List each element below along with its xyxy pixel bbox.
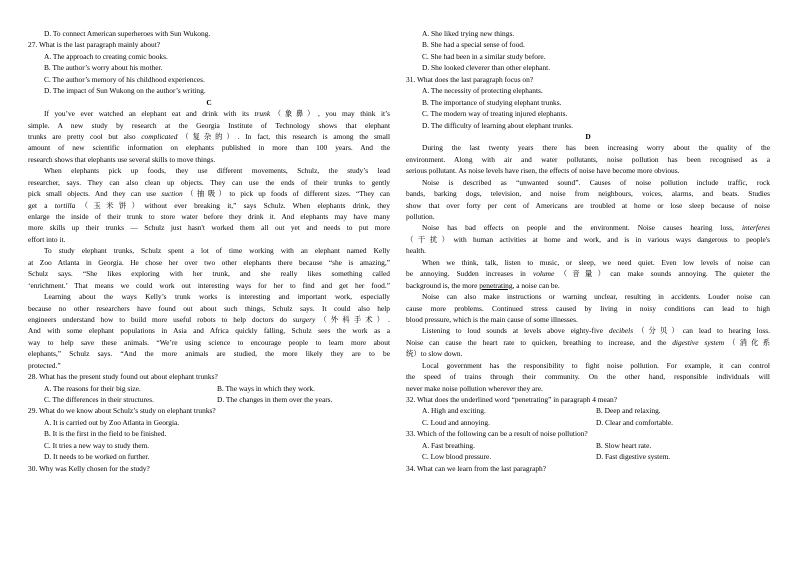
passage-c-line: If you’ve ever watched an elephant eat and drink with its trunk（象鼻）, you may think it’s bbox=[44, 109, 390, 119]
passage-c-line: amount of new scientific information on elephants published in more than 100 years. And the bbox=[28, 143, 390, 153]
q31-option-a: A. The necessity of protecting elephants. bbox=[422, 86, 543, 96]
q29-stem: 29. What do we know about Schulz’s study on elephant trunks? bbox=[28, 406, 216, 416]
passage-c-line: at Zoo Atlanta in Georgia. He chose her over two other elephants there because “she is amazing,” bbox=[28, 257, 390, 267]
passage-d-line: background is, the more penetrating, a noise can be. bbox=[406, 280, 560, 290]
passage-d-line: serious pollutant. As noise levels have risen, the effects of noise have become more obvious. bbox=[406, 166, 680, 176]
q32-option-a: A. High and exciting. bbox=[422, 406, 486, 416]
passage-d-line: Listening to loud sounds at levels above eighty-five decibels（分贝）can lead to hearing loss. bbox=[422, 326, 770, 336]
q31-stem: 31. What does the last paragraph focus on? bbox=[406, 74, 534, 84]
passage-c-line: Schulz says. “She likes exploring with her trunk, and she really likes something called bbox=[28, 269, 390, 279]
q32-stem: 32. What does the underlined word “penetrating” in paragraph 4 mean? bbox=[406, 395, 618, 404]
q30-stem: 30. Why was Kelly chosen for the study? bbox=[28, 463, 150, 473]
q28-options-row bbox=[28, 383, 390, 394]
passage-c-line: When elephants pick up foods, they use different movements, Schulz, the study’s lead bbox=[44, 166, 390, 176]
passage-d-line: Noise is described as “unwanted sound”. Causes of noise pollution include traffic, rock bbox=[422, 177, 770, 187]
q29-option-d: D. It needs to be worked on further. bbox=[44, 452, 150, 462]
passage-d-line: the speed of trains through their community. On the other hand, responsible individuals will bbox=[406, 372, 770, 382]
q28-options-row bbox=[28, 394, 390, 405]
passage-c-line: enlarge the inside of their trunk to store water before they drink it. And elephants may have many bbox=[28, 212, 390, 221]
q27-option-b: B. The author’s worry about his mother. bbox=[44, 63, 163, 73]
passage-d-line: blood pressure, which is the main cause of some illnesses. bbox=[406, 314, 578, 324]
passage-c-line: To study elephant trunks, Schulz spent a lot of time working with an elephant named Kelly bbox=[44, 246, 390, 256]
section-d-heading: D bbox=[585, 131, 591, 141]
q32-options-row bbox=[406, 417, 770, 428]
section-c-heading: C bbox=[206, 97, 212, 107]
q33-options-row bbox=[406, 451, 770, 462]
passage-c-line: pick small objects. And they can use suction（抽吸）to pick up foods of different sizes. “They can bbox=[28, 189, 390, 199]
q28-option-a: A. The reasons for their big size. bbox=[44, 383, 141, 393]
q27-option-d: D. The impact of Sun Wukong on the author’s writing. bbox=[44, 86, 206, 96]
passage-d-line: （干扰）with human activities at home and work, and is in various ways dangerous to people's bbox=[406, 234, 770, 244]
q29-option-a: A. It is carried out by Zoo Atlanta in Georgia. bbox=[44, 417, 180, 427]
passage-c-line: ‘enrichment.’ That means we could work out interesting ways for her to find and get her food.” bbox=[28, 280, 390, 290]
passage-c-line: more skills up their trunks — Schulz just hasn't worked them all out yet and needs to put more bbox=[28, 223, 390, 233]
passage-c-line: researcher, says. They can also clean up objects. They can use the ends of their trunks to gently bbox=[28, 177, 390, 187]
q32-options-row bbox=[406, 405, 770, 416]
passage-d-line: When we think, talk, listen to music, or sleep, we need quiet. Even low levels of noise can bbox=[422, 257, 770, 267]
passage-c-line: because no other researchers have found out about such things, Schulz says. It could also help bbox=[28, 303, 390, 313]
passage-d-line: bands, barking dogs, television, and noise from neighbours, voices, alarms, and beats. Studies bbox=[406, 189, 770, 199]
q33-option-b: B. Slow heart rate. bbox=[596, 440, 652, 450]
passage-c-line: engineers understand how to build more useful robots to help doctors do surgery（外科手术）. bbox=[28, 314, 390, 324]
q34-stem: 34. What can we learn from the last paragraph? bbox=[406, 463, 547, 473]
passage-c-line: elephants,” Schulz says. “And the more animals are studied, the more likely they are to be bbox=[28, 349, 390, 359]
q29-option-b: B. It is the first in the field to be finished. bbox=[44, 429, 167, 439]
q33-stem: 33. Which of the following can be a result of noise pollution? bbox=[406, 429, 588, 439]
passage-d-line: Local government has the responsibility to fight noise pollution. For example, it can control bbox=[422, 360, 770, 370]
passage-d-line: environment. Along with air and water pollutants, noise pollution has been recognised as a bbox=[406, 154, 770, 164]
q30-option-c: C. She had been in a similar study before. bbox=[422, 51, 546, 61]
passage-c-line: get a tortilla（玉米饼）without ever breaking it,” says Schulz. When elephants drink, they bbox=[28, 200, 390, 210]
q28-option-b: B. The ways in which they work. bbox=[217, 383, 315, 393]
q33-options-row bbox=[406, 440, 770, 451]
passage-c-line: trunks are pretty cool but also complicated（复杂的）. In fact, this research is among the small bbox=[28, 131, 390, 141]
passage-d-line: health. bbox=[406, 246, 426, 256]
passage-d-line: 统）to slow down. bbox=[406, 349, 463, 359]
passage-c-line: way to help save these animals. “We’re using science to encourage people to learn more about bbox=[28, 337, 390, 347]
q32-option-d: D. Clear and comfortable. bbox=[596, 417, 673, 427]
q28-option-c: C. The differences in their structures. bbox=[44, 395, 154, 404]
q27-stem: 27. What is the last paragraph mainly about? bbox=[28, 40, 161, 50]
passage-d-line: never make noise pollution wherever they are. bbox=[406, 383, 543, 393]
q31-option-b: B. The importance of studying elephant trunks. bbox=[422, 97, 562, 107]
q32-option-b: B. Deep and relaxing. bbox=[596, 406, 661, 416]
passage-c-line: research shows that elephants use several skills to move things. bbox=[28, 154, 216, 164]
q30-option-b: B. She had a special sense of food. bbox=[422, 40, 525, 50]
q27-option-a: A. The approach to creating comic books. bbox=[44, 51, 168, 61]
q30-option-d: D. She looked cleverer than other elephant. bbox=[422, 63, 551, 73]
passage-d-line: cause more problems. Continued stress caused by living in noisy conditions can lead to high bbox=[406, 303, 770, 313]
q31-option-c: C. The modern way of treating injured elephants. bbox=[422, 109, 568, 119]
q33-option-c: C. Low blood pressure. bbox=[422, 452, 492, 462]
passage-d-line: pollution. bbox=[406, 212, 435, 221]
q30-option-a: A. She liked trying new things. bbox=[422, 29, 515, 38]
q33-option-d: D. Fast digestive system. bbox=[596, 452, 671, 462]
passage-c-line: And with some elephant populations in Asia and Africa quickly falling, Schulz sees the work as a bbox=[28, 326, 390, 336]
q32-option-c: C. Loud and annoying. bbox=[422, 417, 490, 427]
right-column bbox=[406, 28, 770, 474]
q31-option-d: D. The difficulty of learning about elephant trunks. bbox=[422, 120, 573, 130]
passage-d-line: Noise can cause the heart rate to quicken, breathing to increase, and the digestive system（消化系 bbox=[406, 337, 770, 347]
q33-option-a: A. Fast breathing. bbox=[422, 440, 475, 450]
q29-option-c: C. It tries a new way to study them. bbox=[44, 440, 150, 450]
passage-d-line: be annoying. Sudden increases in volume（音量）can make sounds annoying. The quieter the bbox=[406, 269, 770, 279]
passage-d-line: Noise can also make instructions or warning unclear, resulting in accidents. Louder noise can bbox=[422, 292, 770, 302]
passage-c-line: simple. A new study by research at the Georgia Institute of Technology shows that elephant bbox=[28, 120, 390, 130]
passage-d-line: During the last twenty years there has been increasing worry about the quality of the bbox=[422, 143, 770, 153]
q28-stem: 28. What has the present study found out about elephant trunks? bbox=[28, 372, 218, 382]
passage-c-line: protected.” bbox=[28, 360, 61, 370]
left-column bbox=[28, 28, 390, 474]
q26-option-d: D. To connect American superheroes with Sun Wukong. bbox=[44, 29, 211, 38]
passage-d-line: Noise has bad effects on people and the environment. Noise causes hearing loss, interferes bbox=[422, 223, 770, 233]
q28-option-d: D. The changes in them over the years. bbox=[217, 395, 333, 404]
q27-option-c: C. The author’s memory of his childhood experiences. bbox=[44, 74, 205, 84]
passage-c-line: Learning about the ways Kelly’s trunk works is interesting and important work, especially bbox=[44, 292, 390, 302]
passage-c-line: effort into it. bbox=[28, 234, 66, 244]
passage-d-line: show that over forty per cent of Americans are troubled at home or lose sleep because of noise bbox=[406, 200, 770, 210]
